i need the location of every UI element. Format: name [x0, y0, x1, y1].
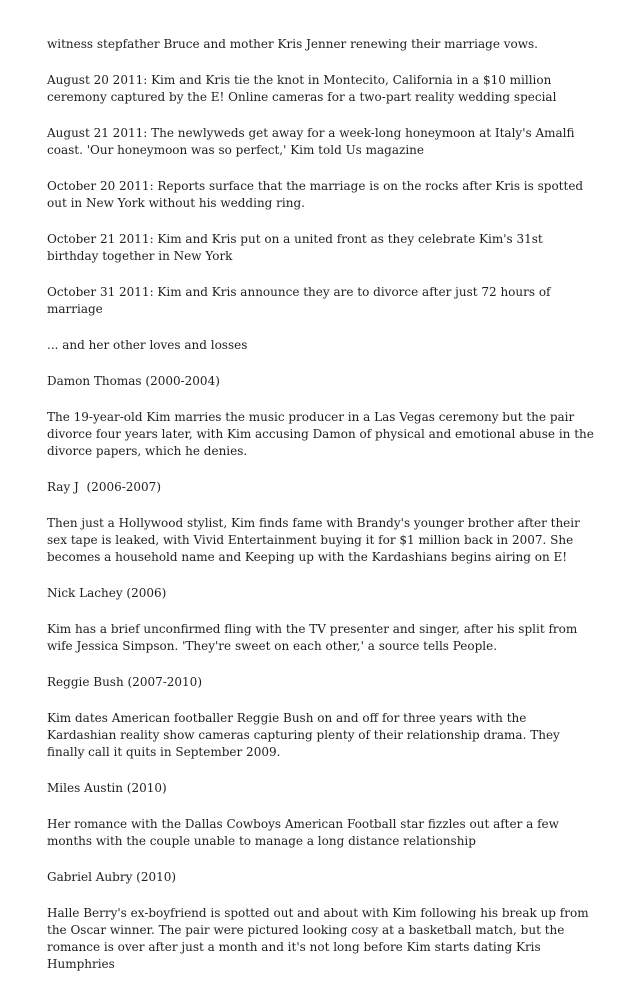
paragraph-aug-21: August 21 2011: The newlyweds get away for a week-long honeymoon at Italy's Amalfi coast. 'Our honeymoon was so perfect,' Kim told Us magazine	[47, 126, 579, 157]
paragraph-oct-31: October 31 2011: Kim and Kris announce they are to divorce after just 72 hours of marriage	[47, 285, 555, 316]
paragraph-damon-thomas: The 19-year-old Kim marries the music producer in a Las Vegas ceremony but the pair divorce four years later, with Kim accusing Damon of physical and emotional abuse in the divorce papers, which he denies.	[47, 410, 598, 458]
heading-damon-thomas: Damon Thomas (2000-2004)	[47, 374, 220, 388]
heading-gabriel-aubry: Gabriel Aubry (2010)	[47, 870, 177, 884]
heading-miles-austin: Miles Austin (2010)	[47, 781, 167, 795]
paragraph-oct-21: October 21 2011: Kim and Kris put on a united front as they celebrate Kim's 31st birthday together in New York	[47, 232, 547, 263]
paragraph-gabriel-aubry: Halle Berry's ex-boyfriend is spotted out and about with Kim following his break up from the Oscar winner. The pair were pictured looking cosy at a basketball match, but the romance is over after just a month and it's not long before Kim starts dating Kris Humphries	[47, 906, 593, 971]
paragraph-ray-j: Then just a Hollywood stylist, Kim finds fame with Brandy's younger brother after their sex tape is leaked, with Vivid Entertainment buying it for $1 million back in 2007. She becomes a household name and Keeping up with the Kardashians begins airing on E!	[47, 516, 584, 564]
heading-reggie-bush: Reggie Bush (2007-2010)	[47, 675, 202, 689]
heading-ray-j: Ray J (2006-2007)	[47, 480, 161, 494]
paragraph-nick-lachey: Kim has a brief unconfirmed fling with the TV presenter and singer, after his split from wife Jessica Simpson. 'They're sweet on each other,' a source tells People.	[47, 622, 582, 653]
document-page	[47, 36, 598, 992]
section-heading-loves: ... and her other loves and losses	[47, 338, 248, 352]
paragraph-oct-20: October 20 2011: Reports surface that the marriage is on the rocks after Kris is spotted out in New York without his wedding ring.	[47, 179, 587, 210]
heading-nick-lachey: Nick Lachey (2006)	[47, 586, 167, 600]
paragraph-vows: witness stepfather Bruce and mother Kris Jenner renewing their marriage vows.	[47, 37, 538, 51]
paragraph-aug-20: August 20 2011: Kim and Kris tie the knot in Montecito, California in a $10 million ceremony captured by the E! Online cameras for a two-part reality wedding special	[47, 73, 557, 104]
paragraph-reggie-bush: Kim dates American footballer Reggie Bush on and off for three years with the Kardashian reality show cameras capturing plenty of their relationship drama. They finally call it quits in September 2009.	[47, 711, 564, 759]
paragraph-miles-austin: Her romance with the Dallas Cowboys American Football star fizzles out after a few months with the couple unable to manage a long distance relationship	[47, 817, 563, 848]
